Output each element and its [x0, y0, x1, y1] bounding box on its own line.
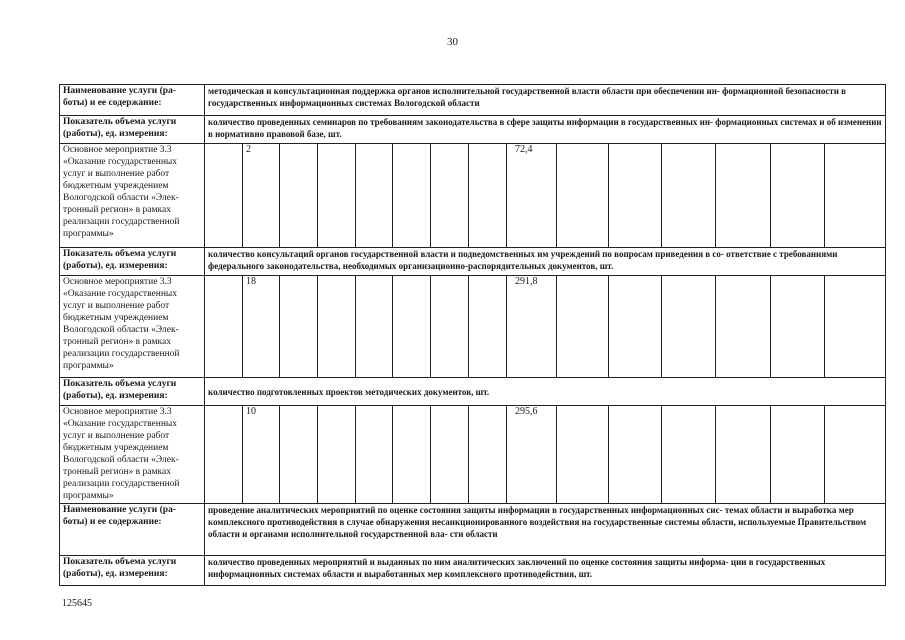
- table-row: [60, 556, 886, 586]
- event-label: Основное мероприятие 3.3 «Оказание государственных услуг и выполнение работ бюджетным учреждением Вологодской области «Элек- тронный регион» в рамках реализации государственной программы»: [60, 144, 205, 248]
- table-cell: [771, 406, 825, 504]
- event-label: Основное мероприятие 3.3 «Оказание государственных услуг и выполнение работ бюджетным учреждением Вологодской области «Элек- тронный регион» в рамках реализации государственной программы»: [60, 406, 205, 504]
- table-cell: [557, 144, 609, 248]
- table-cell: [557, 406, 609, 504]
- table-cell: [716, 144, 771, 248]
- cost-value: 295,6: [507, 406, 557, 504]
- table-cell: [609, 406, 662, 504]
- table-cell: [431, 144, 469, 248]
- table-cell: [356, 276, 393, 378]
- table-cell: [716, 406, 771, 504]
- volume-value: 10: [243, 406, 280, 504]
- table-cell: [356, 144, 393, 248]
- document-code: 125645: [62, 598, 92, 609]
- row-label: Наименование услуги (ра- боты) и ее содержание:: [60, 504, 205, 556]
- table-cell: [356, 406, 393, 504]
- cost-value: 291,8: [507, 276, 557, 378]
- table-row: [60, 85, 886, 116]
- table-cell: [825, 276, 886, 378]
- table-row: [60, 378, 886, 406]
- table-cell: [280, 406, 318, 504]
- table-row: [60, 116, 886, 144]
- table-cell: [393, 276, 431, 378]
- table-row: [60, 276, 886, 378]
- row-description: количество проведенных мероприятий и выданных по ним аналитических заключений по оценке состояния защиты информа- ции в государственных информационных системах области и выработанных мер комплексного противодействия, шт.: [205, 556, 886, 586]
- row-description: методическая и консультационная поддержка органов исполнительной государственной власти области при обеспечении ин- формационной безопасности в государственных информационных системах Вологодской области: [205, 85, 886, 116]
- table-cell: [469, 406, 507, 504]
- table-cell: [825, 406, 886, 504]
- row-label: Показатель объема услуги (работы), ед. измерения:: [60, 116, 205, 144]
- table-row: [60, 248, 886, 276]
- table-cell: [205, 406, 243, 504]
- table-cell: [280, 144, 318, 248]
- table-cell: [205, 144, 243, 248]
- table-cell: [716, 276, 771, 378]
- event-label: Основное мероприятие 3.3 «Оказание государственных услуг и выполнение работ бюджетным учреждением Вологодской области «Элек- тронный регион» в рамках реализации государственной программы»: [60, 276, 205, 378]
- table-cell: [771, 276, 825, 378]
- row-description: проведение аналитических мероприятий по оценке состояния защиты информации в государственных информационных сис- темах области и выработка мер комплексного противодействия в случае обнаружения несанкционированного воздействия на государственные системы области, используемые Правительством области и органами исполнительной государственной вла- сти области: [205, 504, 886, 556]
- volume-value: 2: [243, 144, 280, 248]
- table-cell: [662, 276, 716, 378]
- table-cell: [609, 144, 662, 248]
- row-description: количество консультаций органов государственной власти и подведомственных им учреждений по вопросам приведения в со- ответствие с требованиями федерального законодательства, необходимых организационно-распорядительных документов, шт.: [205, 248, 886, 276]
- table-cell: [318, 144, 356, 248]
- table-cell: [431, 406, 469, 504]
- cost-value: 72,4: [507, 144, 557, 248]
- table-row: [60, 504, 886, 556]
- services-table: [59, 84, 886, 586]
- table-cell: [771, 144, 825, 248]
- table-cell: [393, 144, 431, 248]
- row-label: Показатель объема услуги (работы), ед. измерения:: [60, 556, 205, 586]
- row-label: Показатель объема услуги (работы), ед. измерения:: [60, 378, 205, 406]
- row-description: количество подготовленных проектов методических документов, шт.: [205, 378, 886, 406]
- page-number: 30: [447, 36, 458, 48]
- table-cell: [469, 276, 507, 378]
- table-cell: [318, 406, 356, 504]
- table-cell: [280, 276, 318, 378]
- table-cell: [662, 406, 716, 504]
- table-cell: [469, 144, 507, 248]
- table-cell: [609, 276, 662, 378]
- row-description: количество проведенных семинаров по требованиям законодательства в сфере защиты информации в государственных ин- формационных системах и об изменении в нормативно правовой базе, шт.: [205, 116, 886, 144]
- table-cell: [393, 406, 431, 504]
- table-cell: [431, 276, 469, 378]
- volume-value: 18: [243, 276, 280, 378]
- table-row: [60, 406, 886, 504]
- table-cell: [318, 276, 356, 378]
- table-cell: [825, 144, 886, 248]
- table-cell: [205, 276, 243, 378]
- row-label: Показатель объема услуги (работы), ед. измерения:: [60, 248, 205, 276]
- table-cell: [662, 144, 716, 248]
- table-cell: [557, 276, 609, 378]
- table-row: [60, 144, 886, 248]
- row-label: Наименование услуги (ра- боты) и ее содержание:: [60, 85, 205, 116]
